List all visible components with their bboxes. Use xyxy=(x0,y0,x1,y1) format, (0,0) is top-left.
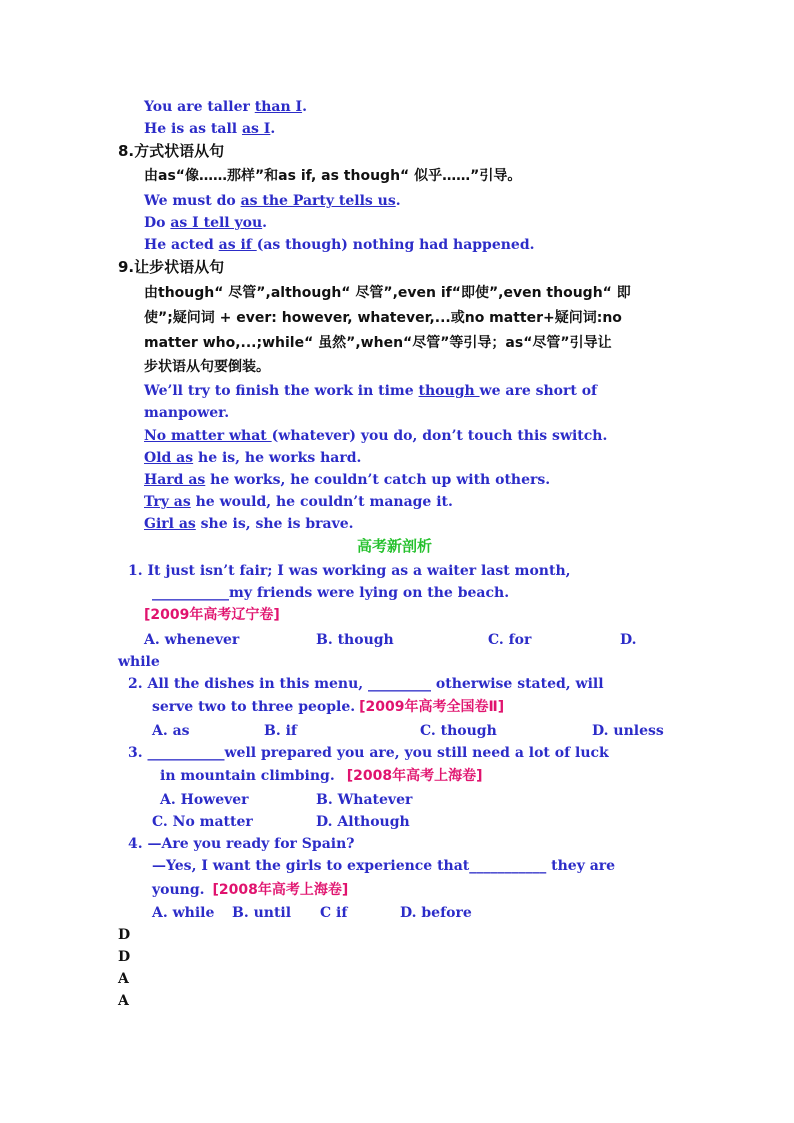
question-3-option-d: D. Although xyxy=(316,814,410,830)
exam-section-title: 高考新剖析 xyxy=(357,537,433,555)
concession-rule-line-4: 步状语从句要倒装。 xyxy=(144,359,270,375)
manner-example-2: Do as I tell you. xyxy=(144,215,268,231)
question-1-option-d-text: while xyxy=(118,654,160,670)
question-3-source: [2008年高考上海卷] xyxy=(346,768,483,784)
question-3-line-2: in mountain climbing. [2008年高考上海卷] xyxy=(160,768,483,784)
question-3-line-1: 3. ___________well prepared you are, you still need a lot of luck xyxy=(128,745,609,761)
question-4-option-b: B. until xyxy=(232,905,292,921)
concession-example-1-cont: manpower. xyxy=(144,405,230,421)
question-2-option-b: B. if xyxy=(264,723,297,739)
manner-heading: 8.方式状语从句 xyxy=(118,142,225,160)
comparison-example-1: You are taller than I. xyxy=(144,99,307,115)
question-4-line-2: —Yes, I want the girls to experience that___________ they are xyxy=(152,858,616,874)
question-4-option-c: C if xyxy=(320,905,348,921)
concession-heading: 9.让步状语从句 xyxy=(118,258,225,276)
concession-example-4: Hard as he works, he couldn’t catch up with others. xyxy=(144,472,551,488)
answer-2: D xyxy=(118,949,131,965)
question-4-line-1: 4. —Are you ready for Spain? xyxy=(128,836,355,852)
concession-example-5: Try as he would, he couldn’t manage it. xyxy=(144,494,453,510)
question-2-option-c: C. though xyxy=(420,723,497,739)
concession-example-2: No matter what (whatever) you do, don’t touch this switch. xyxy=(144,428,608,444)
concession-example-6: Girl as she is, she is brave. xyxy=(144,516,354,532)
answer-4: A xyxy=(118,993,129,1009)
question-1-option-d: D. xyxy=(620,632,637,648)
concession-rule-line-3: matter who,...;while“ 虽然”,when“尽管”等引导；as“尽管”引导让 xyxy=(144,335,612,351)
question-4-source: [2008年高考上海卷] xyxy=(212,882,349,898)
answer-1: D xyxy=(118,927,131,943)
question-1-source: [2009年高考辽宁卷] xyxy=(144,607,280,623)
manner-example-3: He acted as if (as though) nothing had happened. xyxy=(144,237,535,253)
answer-3: A xyxy=(118,971,129,987)
question-2-option-d: D. unless xyxy=(592,723,664,739)
question-1-option-b: B. though xyxy=(316,632,394,648)
question-2-option-a: A. as xyxy=(152,723,190,739)
question-3-option-c: C. No matter xyxy=(152,814,253,830)
concession-rule-line-1: 由though“ 尽管”,although“ 尽管”,even if“即使”,even though“ 即 xyxy=(144,285,631,301)
question-1-option-c: C. for xyxy=(488,632,532,648)
question-4-option-d: D. before xyxy=(400,905,472,921)
question-4-line-3: young. [2008年高考上海卷] xyxy=(152,882,349,898)
question-2-source: [2009年高考全国卷Ⅱ] xyxy=(359,699,505,715)
question-1-line-1: 1. It just isn’t fair; I was working as a waiter last month, xyxy=(128,563,571,579)
question-2-line-2: serve two to three people. [2009年高考全国卷Ⅱ] xyxy=(152,699,505,715)
question-4-option-a: A. while xyxy=(152,905,215,921)
question-3-option-a: A. However xyxy=(160,792,249,808)
concession-example-1: We’ll try to finish the work in time though we are short of xyxy=(144,383,598,399)
concession-example-3: Old as he is, he works hard. xyxy=(144,450,362,466)
question-1-option-a: A. whenever xyxy=(144,632,240,648)
question-1-line-2: ___________my friends were lying on the beach. xyxy=(152,585,510,601)
question-3-option-b: B. Whatever xyxy=(316,792,413,808)
concession-rule-line-2: 使”;疑问词 + ever: however, whatever,...或no matter+疑问词:no xyxy=(144,310,622,326)
manner-rule: 由as“像……那样”和as if, as though“ 似乎……”引导。 xyxy=(144,168,522,184)
manner-example-1: We must do as the Party tells us. xyxy=(144,193,401,209)
comparison-example-2: He is as tall as I. xyxy=(144,121,276,137)
question-2-line-1: 2. All the dishes in this menu, _________ otherwise stated, will xyxy=(128,676,604,692)
